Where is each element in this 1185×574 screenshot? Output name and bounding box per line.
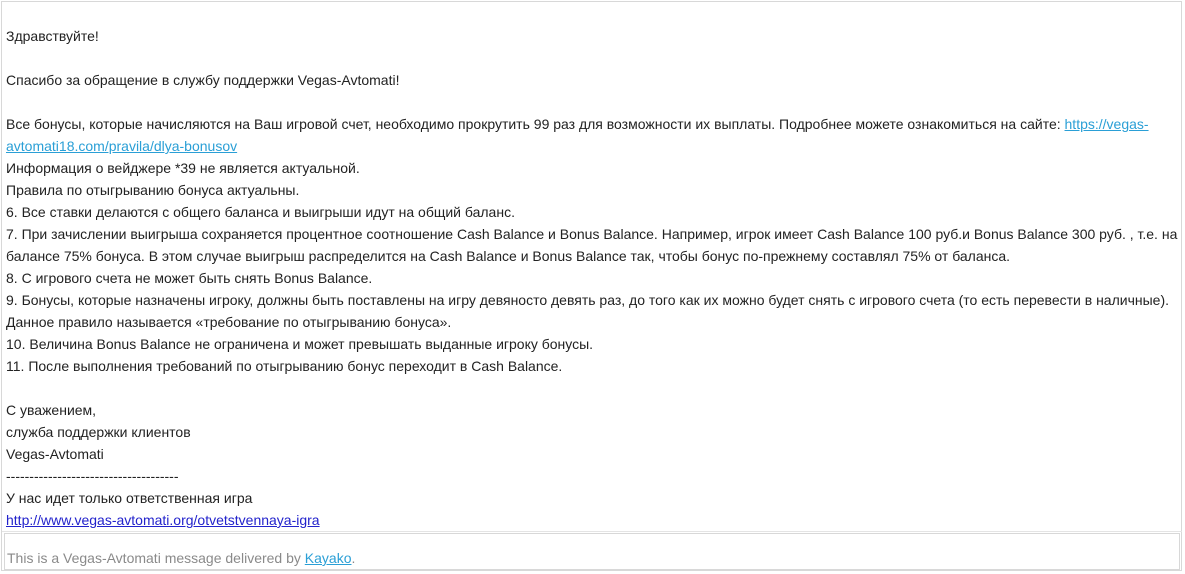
footer-divider — [2, 531, 1182, 532]
email-body — [6, 25, 1177, 531]
thanks-text: Спасибо за обращение в службу поддержки Vegas-Avtomati! — [6, 72, 400, 88]
rule-line: 8. С игрового счета не может быть снять Bonus Balance. — [6, 270, 373, 286]
responsible-text: У нас идет только ответственная игра — [6, 490, 253, 506]
rule-line: Правила по отыгрыванию бонуса актуальны. — [6, 182, 300, 198]
rule-line: 6. Все ставки делаются с общего баланса и выигрыши идут на общий баланс. — [6, 204, 515, 220]
rule-line: 10. Величина Bonus Balance не ограничена и может превышать выданные игроку бонусы. — [6, 336, 594, 352]
rule-line: Информация о вейджере *39 не является актуальной. — [6, 160, 360, 176]
greeting: Здравствуйте! — [6, 28, 99, 44]
rule-line: 11. После выполнения требований по отыгрыванию бонус переходит в Cash Balance. — [6, 358, 563, 374]
bonus-rules-link-cont[interactable]: avtomati18.com/pravila/dlya-bonusov — [6, 138, 238, 154]
footer-end: . — [351, 550, 356, 566]
footer-text: This is a Vegas-Avtomati message delivered by — [7, 550, 305, 566]
signature-line: служба поддержки клиентов — [6, 424, 191, 440]
signature-line: С уважением, — [6, 402, 97, 418]
responsible-gaming-link[interactable]: http://www.vegas-avtomati.org/otvetstvennaya-igra — [6, 512, 320, 528]
signature-line: Vegas-Avtomati — [6, 446, 104, 462]
bonus-rules-link[interactable]: https://vegas- — [1064, 116, 1149, 132]
rule-line: 7. При зачислении выигрыша сохраняется процентное соотношение Cash Balance и Bonus Balance. Например, игрок имеет Cash Balance 100 руб.и Bonus Balance 300 руб. , т.е. на — [6, 226, 1178, 242]
divider: ------------------------------------- — [6, 468, 179, 484]
bonus-text — [6, 113, 1177, 135]
rule-line: 9. Бонусы, которые назначены игроку, должны быть поставлены на игру девяносто девять раз, до того как их можно будет снять с игрового счета (то есть перевести в наличные). — [6, 292, 1169, 308]
rule-line: Данное правило называется «требование по отыгрыванию бонуса». — [6, 314, 452, 330]
footer — [4, 533, 1180, 570]
bonus-text-content: Все бонусы, которые начисляются на Ваш игровой счет, необходимо прокрутить 99 раз для возможности их выплаты. Подробнее можете ознакомиться на сайте: — [6, 116, 1065, 132]
kayako-link[interactable]: Kayako — [304, 550, 352, 566]
rule-line: балансе 75% бонуса. В этом случае выигрыш распределится на Cash Balance и Bonus Balance так, чтобы бонус по-прежнему составлял 75% от баланса. — [6, 248, 1011, 264]
